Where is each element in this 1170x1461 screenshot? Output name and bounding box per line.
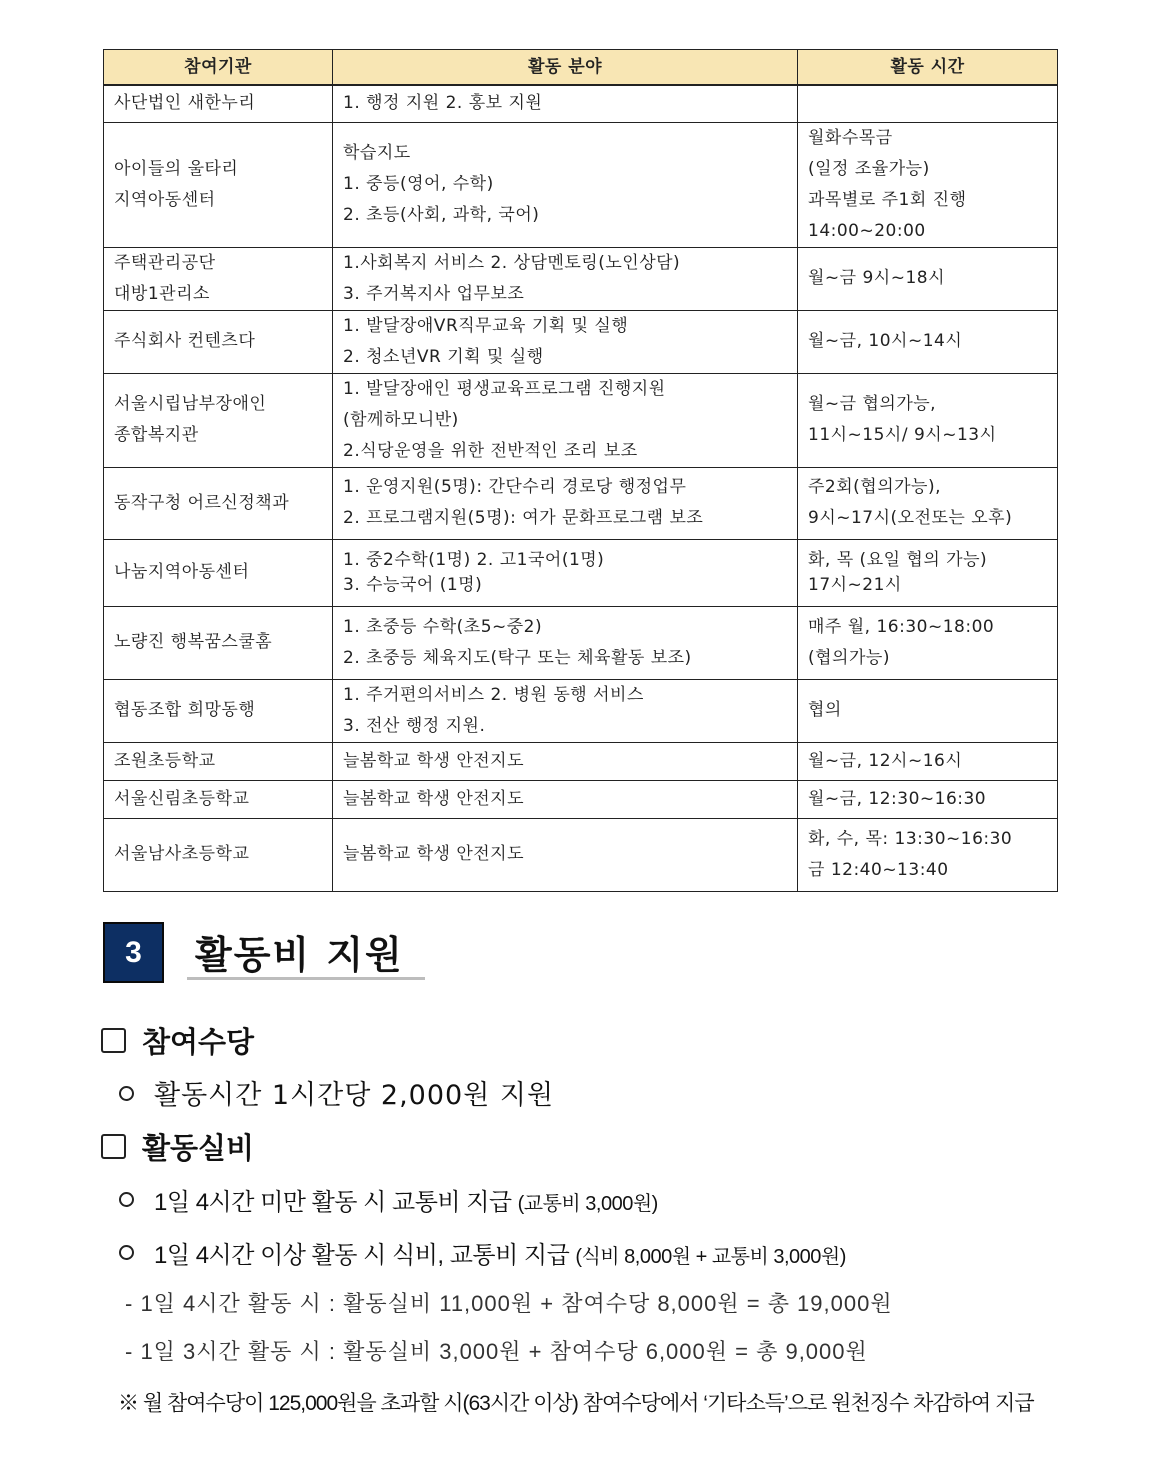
expenses-item-detail: (교통비 3,000원) [517, 1193, 658, 1215]
activity-field-cell-line: 2. 청소년VR 기획 및 실행 [343, 346, 544, 367]
activity-time-cell-line: 월~금 협의가능, [808, 394, 937, 414]
activity-field-cell [333, 373, 798, 467]
expenses-item-text: 1일 4시간 이상 활동 시 식비, 교통비 지급 [154, 1242, 570, 1269]
activity-field-cell-line: 1. 중등(영어, 수학) [343, 174, 494, 194]
org-cell [104, 122, 333, 247]
org-cell-line: 조원초등학교 [114, 750, 216, 771]
activity-time-cell-line: 매주 월, 16:30~18:00 [808, 616, 995, 637]
activity-field-cell-line: 2.식당운영을 위한 전반적인 조리 보조 [343, 440, 638, 461]
section-title-underline [187, 977, 425, 980]
table-row [104, 247, 1058, 310]
activity-time-cell-line: 월화수목금 [808, 127, 893, 148]
expenses-heading [101, 1126, 254, 1167]
circle-bullet-icon [119, 1192, 134, 1207]
activity-field-cell [333, 742, 798, 780]
org-cell [104, 780, 333, 818]
allowance-item-text: 활동시간 1시간당 2,000원 지원 [154, 1080, 555, 1111]
activity-field-cell-line: 1.사회복지 서비스 2. 상담멘토링(노인상담) [343, 252, 681, 273]
activity-time-cell-line: (협의가능) [808, 647, 890, 668]
org-cell-line: 주식회사 컨텐츠다 [114, 331, 256, 351]
circle-bullet-icon [119, 1245, 134, 1260]
org-cell [104, 606, 333, 679]
org-cell [104, 539, 333, 606]
org-cell-line: 협동조합 희망동행 [114, 700, 256, 720]
activity-time-cell [798, 85, 1058, 122]
activity-field-cell-line: 3. 주거복지사 업무보조 [343, 283, 525, 304]
activity-time-cell-line: 월~금, 12:30~16:30 [808, 788, 987, 809]
header-organization: 참여기관 [104, 50, 333, 86]
table-row [104, 780, 1058, 818]
org-cell-line: 서울남사초등학교 [114, 844, 250, 864]
activity-field-cell-line: 1. 발달장애인 평생교육프로그램 진행지원 [343, 378, 666, 399]
activity-field-cell-line: 2. 초등(사회, 과학, 국어) [343, 205, 540, 225]
activity-time-cell-line: 과목별로 주1회 진행 [808, 189, 967, 210]
checkbox-square-icon [101, 1134, 126, 1159]
activity-field-cell-line: 늘봄학교 학생 안전지도 [343, 788, 525, 809]
activity-time-cell-line: 화, 목 (요일 협의 가능) [808, 549, 988, 570]
activity-time-cell-line: 11시~15시/ 9시~13시 [808, 425, 997, 445]
activity-field-cell-line: 늘봄학교 학생 안전지도 [343, 844, 525, 864]
table-row [104, 310, 1058, 373]
org-cell-line: 노량진 행복꿈스쿨홈 [114, 632, 273, 652]
activity-time-cell-line: 14:00~20:00 [808, 220, 926, 241]
table-row [104, 467, 1058, 539]
activity-time-cell [798, 373, 1058, 467]
org-cell-line: 동작구청 어르신정책과 [114, 492, 290, 513]
checkbox-square-icon [101, 1028, 126, 1053]
activity-time-cell [798, 247, 1058, 310]
activity-field-cell-line: 2. 프로그램지원(5명): 여가 문화프로그램 보조 [343, 508, 704, 528]
allowance-heading [101, 1020, 254, 1061]
activity-field-cell-line: 2. 초중등 체육지도(탁구 또는 체육활동 보조) [343, 647, 692, 668]
expenses-item [119, 1235, 846, 1270]
activity-time-cell [798, 467, 1058, 539]
header-activity-time: 활동 시간 [798, 50, 1058, 86]
org-cell-line: 나눔지역아동센터 [114, 562, 250, 582]
expense-example: - 1일 3시간 활동 시 : 활동실비 3,000원 + 참여수당 6,000원 = 총 9,000원 [125, 1339, 868, 1364]
activity-field-cell-line: 3. 전산 행정 지원. [343, 715, 486, 736]
activity-time-cell [798, 742, 1058, 780]
activity-field-cell-line: 1. 행정 지원 2. 홍보 지원 [343, 93, 543, 114]
org-cell-line: 사단법인 새한누리 [114, 93, 256, 114]
activity-field-cell-line: 1. 중2수학(1명) 2. 고1국어(1명) [343, 549, 605, 570]
activity-time-cell [798, 606, 1058, 679]
table-row [104, 818, 1058, 891]
activity-time-cell-line: 주2회(협의가능), [808, 477, 942, 497]
activity-field-cell-line: 1. 주거편의서비스 2. 병원 동행 서비스 [343, 684, 644, 705]
table-row [104, 606, 1058, 679]
activity-field-cell-line: 3. 수능국어 (1명) [343, 574, 483, 595]
org-cell-line: 주택관리공단 [114, 252, 216, 273]
table-row [104, 679, 1058, 742]
organization-table [103, 49, 1058, 892]
allowance-item [119, 1073, 554, 1112]
circle-bullet-icon [119, 1086, 134, 1101]
withholding-note: ※ 월 참여수당이 125,000원을 초과할 시(63시간 이상) 참여수당에서 ‘기타소득’으로 원천징수 차감하여 지급 [118, 1392, 1034, 1415]
activity-time-cell [798, 122, 1058, 247]
section-title: 활동비 지원 [195, 933, 404, 977]
activity-time-cell-line: 협의 [808, 700, 842, 720]
activity-field-cell [333, 85, 798, 122]
expenses-item-text: 1일 4시간 미만 활동 시 교통비 지급 [154, 1189, 512, 1216]
section-number-badge: 3 [103, 922, 164, 983]
activity-time-cell-line: 화, 수, 목: 13:30~16:30 [808, 828, 1013, 849]
table-row [104, 373, 1058, 467]
org-cell-line: 서울시립남부장애인 [114, 394, 267, 414]
table-row [104, 122, 1058, 247]
activity-time-cell-line: 월~금, 10시~14시 [808, 331, 963, 351]
org-cell [104, 818, 333, 891]
expenses-item-detail: (식비 8,000원 + 교통비 3,000원) [575, 1246, 846, 1268]
expenses-heading-text: 활동실비 [142, 1131, 255, 1165]
expenses-item [119, 1182, 658, 1217]
header-activity-field: 활동 분야 [333, 50, 798, 86]
activity-time-cell [798, 539, 1058, 606]
table-row [104, 539, 1058, 606]
org-cell [104, 310, 333, 373]
activity-field-cell-line: 1. 운영지원(5명): 간단수리 경로당 행정업무 [343, 477, 687, 497]
org-cell-line: 아이들의 울타리 [114, 158, 239, 179]
org-cell [104, 373, 333, 467]
activity-time-cell-line: 금 12:40~13:40 [808, 859, 949, 880]
activity-time-cell-line: 9시~17시(오전또는 오후) [808, 508, 1013, 528]
org-cell-line: 서울신림초등학교 [114, 788, 250, 809]
activity-time-cell-line: 17시~21시 [808, 574, 902, 595]
activity-field-cell [333, 122, 798, 247]
activity-field-cell [333, 780, 798, 818]
activity-time-cell [798, 310, 1058, 373]
allowance-heading-text: 참여수당 [142, 1025, 255, 1059]
activity-time-cell [798, 780, 1058, 818]
activity-field-cell [333, 679, 798, 742]
activity-time-cell-line: 월~금 9시~18시 [808, 268, 946, 288]
activity-field-cell [333, 247, 798, 310]
activity-field-cell-line: (함께하모니반) [343, 409, 459, 430]
org-cell [104, 679, 333, 742]
activity-time-cell [798, 679, 1058, 742]
activity-field-cell-line: 학습지도 [343, 143, 411, 163]
activity-field-cell [333, 539, 798, 606]
activity-field-cell-line: 늘봄학교 학생 안전지도 [343, 750, 525, 771]
org-cell [104, 85, 333, 122]
table-header-row [104, 50, 1058, 86]
activity-field-cell-line: 1. 초중등 수학(초5~중2) [343, 616, 543, 637]
activity-field-cell [333, 467, 798, 539]
activity-time-cell-line: 월~금, 12시~16시 [808, 750, 963, 771]
table-row [104, 742, 1058, 780]
activity-time-cell-line: (일정 조율가능) [808, 158, 930, 179]
org-cell [104, 467, 333, 539]
org-cell [104, 742, 333, 780]
activity-time-cell [798, 818, 1058, 891]
table-row [104, 85, 1058, 122]
activity-field-cell [333, 310, 798, 373]
activity-field-cell-line: 1. 발달장애VR직무교육 기획 및 실행 [343, 315, 629, 336]
activity-field-cell [333, 818, 798, 891]
org-cell-line: 지역아동센터 [114, 189, 216, 210]
expense-example: - 1일 4시간 활동 시 : 활동실비 11,000원 + 참여수당 8,000원 = 총 19,000원 [125, 1291, 893, 1316]
org-cell-line: 대방1관리소 [114, 283, 210, 304]
org-cell [104, 247, 333, 310]
org-cell-line: 종합복지관 [114, 425, 199, 445]
activity-field-cell [333, 606, 798, 679]
